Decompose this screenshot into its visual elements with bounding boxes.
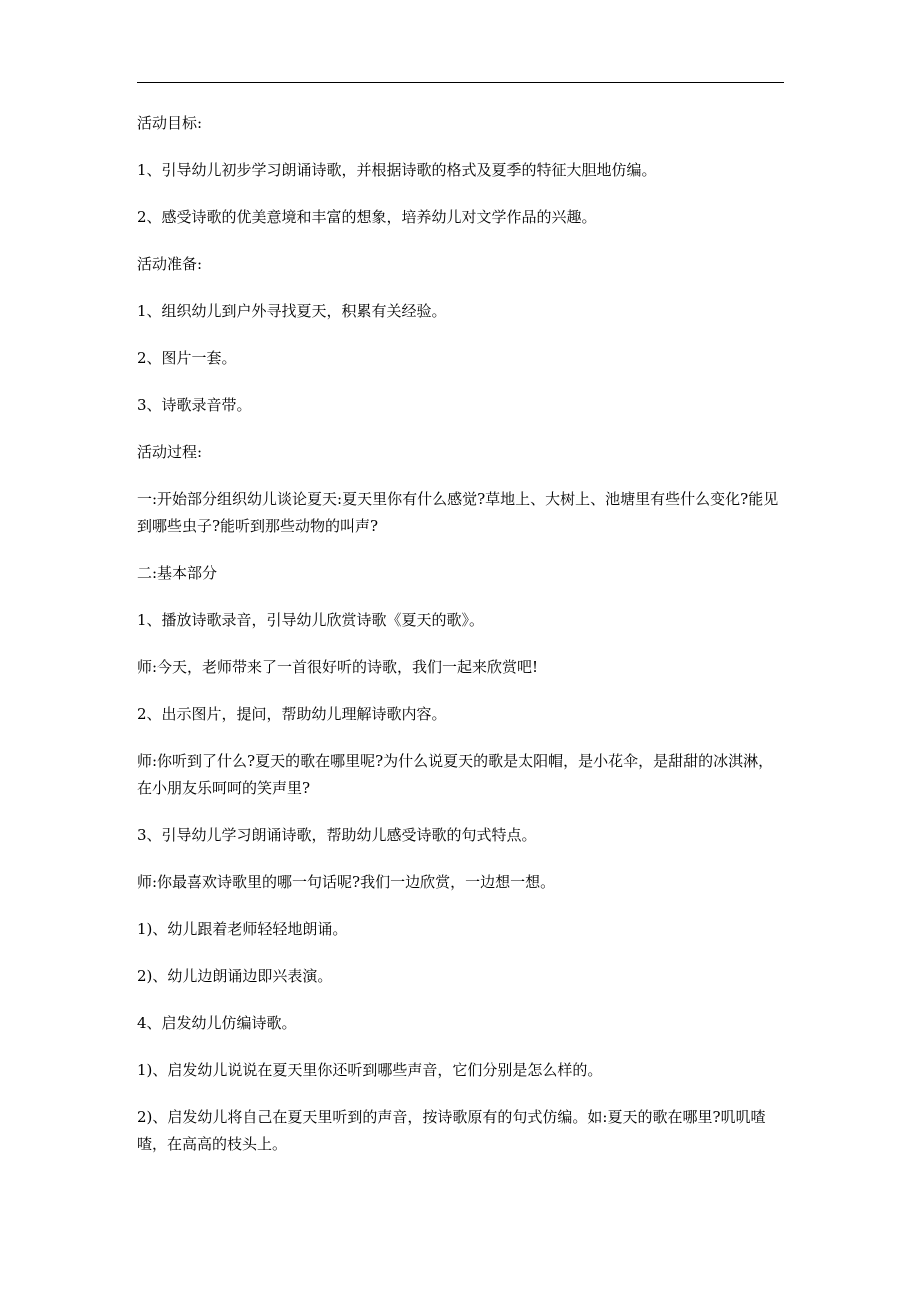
paragraph-teacher-3: 师:你最喜欢诗歌里的哪一句话呢?我们一边欣赏，一边想一想。 bbox=[137, 873, 556, 891]
header-rule bbox=[137, 82, 784, 83]
paragraph-substep-2: 2)、幼儿边朗诵边即兴表演。 bbox=[137, 967, 333, 985]
paragraph-step-3: 3、引导幼儿学习朗诵诗歌，帮助幼儿感受诗歌的句式特点。 bbox=[137, 826, 537, 844]
section-heading-preparation: 活动准备: bbox=[137, 255, 203, 273]
document-body bbox=[137, 110, 787, 1178]
paragraph-goal-1: 1、引导幼儿初步学习朗诵诗歌，并根据诗歌的格式及夏季的特征大胆地仿编。 bbox=[137, 161, 657, 179]
paragraph-substep-1: 1)、幼儿跟着老师轻轻地朗诵。 bbox=[137, 920, 348, 938]
paragraph-step-2: 2、出示图片，提问，帮助幼儿理解诗歌内容。 bbox=[137, 705, 447, 723]
section-heading-goals: 活动目标: bbox=[137, 114, 203, 132]
paragraph-teacher-2: 师:你听到了什么?夏天的歌在哪里呢?为什么说夏天的歌是太阳帽，是小花伞，是甜甜的冰淇淋，在小朋友乐呵呵的笑声里? bbox=[137, 752, 774, 797]
paragraph-goal-2: 2、感受诗歌的优美意境和丰富的想象，培养幼儿对文学作品的兴趣。 bbox=[137, 208, 597, 226]
paragraph-substep-4: 2)、启发幼儿将自己在夏天里听到的声音，按诗歌原有的句式仿编。如:夏天的歌在哪里?叽叽喳喳，在高高的枝头上。 bbox=[137, 1108, 766, 1153]
paragraph-prep-1: 1、组织幼儿到户外寻找夏天，积累有关经验。 bbox=[137, 302, 447, 320]
paragraph-process-basic: 二:基本部分 bbox=[137, 564, 218, 582]
paragraph-prep-3: 3、诗歌录音带。 bbox=[137, 396, 252, 414]
paragraph-process-opening: 一:开始部分组织幼儿谈论夏天:夏天里你有什么感觉?草地上、大树上、池塘里有些什么变化?能见到哪些虫子?能听到那些动物的叫声? bbox=[137, 490, 779, 535]
paragraph-substep-3: 1)、启发幼儿说说在夏天里你还听到哪些声音，它们分别是怎么样的。 bbox=[137, 1061, 603, 1079]
paragraph-teacher-1: 师:今天，老师带来了一首很好听的诗歌，我们一起来欣赏吧! bbox=[137, 658, 539, 676]
paragraph-prep-2: 2、图片一套。 bbox=[137, 349, 237, 367]
section-heading-process: 活动过程: bbox=[137, 443, 203, 461]
paragraph-step-4: 4、启发幼儿仿编诗歌。 bbox=[137, 1014, 297, 1032]
paragraph-step-1: 1、播放诗歌录音，引导幼儿欣赏诗歌《夏天的歌》。 bbox=[137, 611, 485, 629]
